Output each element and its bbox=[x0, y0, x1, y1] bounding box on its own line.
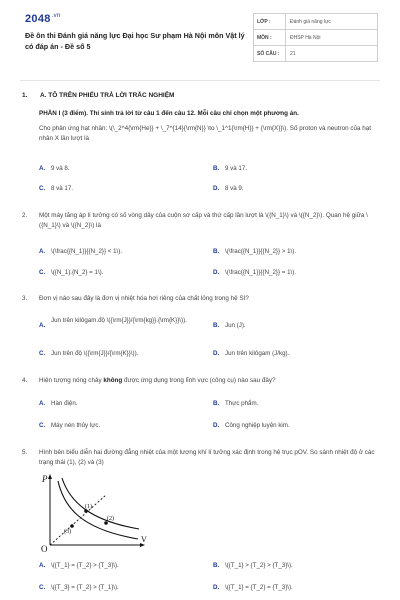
option-a[interactable]: A. Hàn điện. bbox=[39, 400, 78, 407]
option-a[interactable]: A. Jun trên kilôgam.độ \({\rm{J}}/{\rm{kg}}.{\rm{K}}\)). bbox=[39, 317, 187, 329]
header bbox=[0, 0, 400, 75]
option-d[interactable]: D. \({T_1} = {T_2} = {T_3}\). bbox=[213, 584, 293, 591]
option-b[interactable]: B. \({T_1} > {T_2} > {T_3}\). bbox=[213, 562, 293, 569]
state-3-label: (3) bbox=[64, 529, 71, 535]
option-b[interactable]: B. \(\frac{{N_1}}{{N_2}} > 1\). bbox=[213, 248, 297, 255]
document-page: $2048^{.vn}$ Đề ôn thi Đánh giá năng lực Đại học Sư phạm Hà Nội môn Vật lý có đáp án - Đề số 5 LỚP : Đánh giá năng lực MÔN : ĐHSP Hà Nội SỐ CÂU : 21 1. A. TÔ TRÊN PHIẾU TRẢ LỜI TRẮC NGHIỆM PHẦN I (3 điểm). Thí sinh trả lời từ câu 1 đến câu 12. Mỗi câu chỉ chọn một phương án. Cho phản ứng hạt nhân: \(\_2^4{\rm{He}} + \_7^{14}{\rm{N}} \to \_1^1{\rm{H}} + {\rm{X}}\). Số proton và neutron của hạt nhân X lần lượt là A. 9 và 8. B. 9 và 17. C. 8 và 17. D. 8 và 9. 2. Một máy tăng áp lí tưởng có số vòng dây của cuộn sơ cấp và thứ cấp lần lượt là \({N_1}\) và \({N_2}\). Quan hệ giữa \({N_1}\) và \({N_2}\) là A. \(\frac{{N_1}}{{N_2}} < 1\). B. \(\frac{{N_1}}{{N_2}} > 1\). C. \({N_1}.{N_2} = 1\). D. \(\frac{{N_1}}{{N_2}} = 1\). 3. Đơn vị nào sau đây là đơn vị nhiệt hóa hơi riêng của chất lỏng trong hệ SI? A. Jun trên kilôgam.độ \({\rm{J}}/{\rm{kg}}.{\rm{K}}\)). B. Jun (J). C. Jun trên độ \({\rm{J}}/{\rm{K}}\)). D. Jun trên kilôgam (J/kg). 4. Hiện tượng nóng chảy không được ứng dụng trong lĩnh vực (công cụ) nào sau đây? A. Hàn điện. B. Thực phẩm. C. Máy nén thủy lực. D. Công nghiệp luyện kim. 5. Hình bên biểu diễn hai đường đẳng nhiệt của một lượng khí lí tưởng xác định trong hệ trục pOV. So sánh nhiệt độ ở các trạng thái (1), (2) và (3) P O V (1) (2) (3) A. \({T_1} = {T_2} > {T_3}\). B. \({T_1} > {T_2} > {T_3}\). C. \({T_3} = {T_2} > {T_1}\). D. \({T_1} = {T_2} = {T_3}\). bbox=[0, 0, 400, 600]
p-axis-label: P bbox=[42, 474, 48, 484]
question-text: Hình bên biểu diễn hai đường đẳng nhiệt của một lượng khí lí tưởng xác định trong hệ trục pOV. So sánh nhiệt độ ở các trạng thái (1), (2) và (3) bbox=[39, 449, 375, 466]
p-axis-arrow bbox=[48, 474, 52, 479]
option-c[interactable]: C. Jun trên độ \({\rm{J}}/{\rm{K}}\)). bbox=[39, 350, 139, 357]
option-c[interactable]: C. \({T_3} = {T_2} > {T_1}\). bbox=[39, 584, 119, 591]
option-d[interactable]: D. 8 và 9. bbox=[213, 185, 244, 192]
meta-table bbox=[253, 13, 378, 62]
option-a[interactable]: A. \(\frac{{N_1}}{{N_2}} < 1\). bbox=[39, 248, 123, 255]
part-instructions: PHẦN I (3 điểm). Thí sinh trả lời từ câu 1 đến câu 12. Mỗi câu chỉ chọn một phương án. bbox=[39, 110, 299, 117]
isotherm-upper bbox=[62, 478, 139, 529]
option-b[interactable]: B. 9 và 17. bbox=[213, 165, 248, 172]
option-a[interactable]: A. 9 và 8. bbox=[39, 165, 70, 172]
option-d[interactable]: D. Công nghiệp luyện kim. bbox=[213, 422, 290, 429]
document-title: Đề ôn thi Đánh giá năng lực Đại học Sư phạm Hà Nội môn Vật lý có đáp án - Đề số 5 bbox=[25, 31, 245, 51]
question-text: Hiện tượng nóng chảy không được ứng dụng trong lĩnh vực (công cụ) nào sau đây? bbox=[39, 377, 276, 384]
question-text: Cho phản ứng hạt nhân: \(\_2^4{\rm{He}} + \_7^{14}{\rm{N}} \to \_1^1{\rm{H}} + {\rm{X}}\). Số proton và neutron của hạt nhân X lần lượt là bbox=[39, 125, 371, 142]
option-d[interactable]: D. \(\frac{{N_1}}{{N_2}} = 1\). bbox=[213, 269, 297, 276]
meta-row-subject: MÔN : ĐHSP Hà Nội bbox=[254, 30, 377, 46]
state-2-label: (2) bbox=[107, 516, 114, 522]
question-text: Đơn vị nào sau đây là đơn vị nhiệt hóa hơi riêng của chất lỏng trong hệ SI? bbox=[39, 295, 249, 302]
question-text: Một máy tăng áp lí tưởng có số vòng dây của cuộn sơ cấp và thứ cấp lần lượt là \({N_1}\) và \({N_2}\). Quan hệ giữa \({N_1}\) và \({N_2}\) là bbox=[39, 212, 368, 229]
option-b[interactable]: B. Thực phẩm. bbox=[213, 400, 259, 407]
option-c[interactable]: C. Máy nén thủy lực. bbox=[39, 422, 101, 429]
meta-row-count: SỐ CÂU : 21 bbox=[254, 46, 377, 61]
header-divider bbox=[20, 80, 380, 81]
option-a[interactable]: A. \({T_1} = {T_2} > {T_3}\). bbox=[39, 562, 119, 569]
state-1-label: (1) bbox=[85, 504, 92, 510]
option-d[interactable]: D. Jun trên kilôgam (J/kg). bbox=[213, 350, 290, 357]
option-c[interactable]: C. 8 và 17. bbox=[39, 185, 74, 192]
site-logo[interactable]: $2048^{.vn}$ bbox=[25, 13, 61, 25]
straight-line-process bbox=[50, 495, 106, 545]
origin-label: O bbox=[41, 544, 48, 553]
option-c[interactable]: C. \({N_1}.{N_2} = 1\). bbox=[39, 269, 104, 276]
option-b[interactable]: B. Jun (J). bbox=[213, 322, 246, 329]
state-3-point bbox=[70, 524, 74, 528]
meta-row-class: LỚP : Đánh giá năng lực bbox=[254, 14, 377, 30]
v-axis-label: V bbox=[141, 535, 147, 544]
isotherm-graph bbox=[40, 473, 150, 553]
section-heading: 1. A. TÔ TRÊN PHIẾU TRẢ LỜI TRẮC NGHIỆM bbox=[22, 92, 175, 99]
